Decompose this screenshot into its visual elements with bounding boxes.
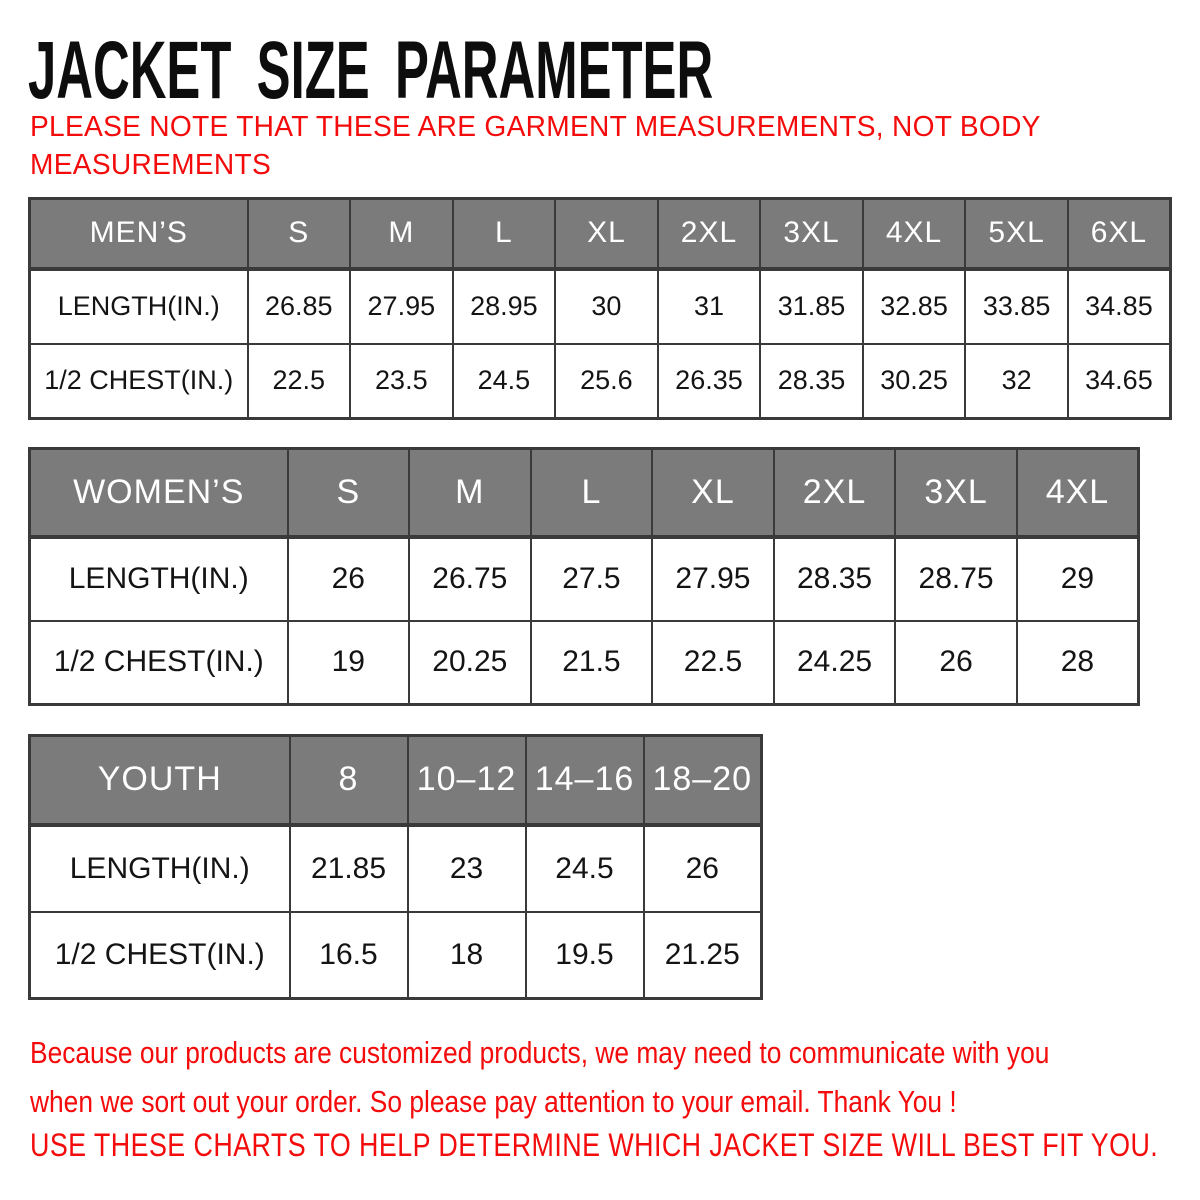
measurement-value-cell: 26: [288, 537, 410, 621]
measurement-value-cell: 31.85: [760, 269, 863, 344]
size-header-cell: L: [531, 449, 653, 537]
measurement-value-cell: 28: [1017, 621, 1139, 705]
chart-usage-hint: USE THESE CHARTS TO HELP DETERMINE WHICH JACKET SIZE WILL BEST FIT YOU.: [30, 1127, 1159, 1163]
size-header-cell: 14–16: [526, 736, 644, 825]
measurement-value-cell: 26: [644, 825, 762, 912]
size-header-cell: 5XL: [965, 199, 1068, 269]
measurement-value-cell: 21.25: [644, 912, 762, 999]
mens-size-table: [28, 197, 1172, 420]
size-header-row: [30, 736, 762, 825]
size-header-cell: 4XL: [863, 199, 966, 269]
measurement-row: [30, 912, 762, 999]
row-label-cell: 1/2 CHEST(IN.): [30, 621, 288, 705]
table-title-cell: WOMEN’S: [30, 449, 288, 537]
measurement-value-cell: 26: [895, 621, 1017, 705]
size-header-cell: L: [453, 199, 556, 269]
measurement-value-cell: 22.5: [248, 344, 351, 419]
measurement-value-cell: 18: [408, 912, 526, 999]
measurement-value-cell: 27.5: [531, 537, 653, 621]
size-header-cell: M: [350, 199, 453, 269]
size-header-cell: 6XL: [1068, 199, 1171, 269]
measurement-row: [30, 621, 1139, 705]
measurement-row: [30, 825, 762, 912]
page-title: JACKET SIZE PARAMETER: [28, 25, 714, 116]
measurement-value-cell: 19.5: [526, 912, 644, 999]
size-header-cell: S: [288, 449, 410, 537]
measurement-row: [30, 344, 1171, 419]
size-header-cell: XL: [555, 199, 658, 269]
measurement-value-cell: 34.65: [1068, 344, 1171, 419]
row-label-cell: LENGTH(IN.): [30, 537, 288, 621]
table-title-cell: MEN’S: [30, 199, 248, 269]
womens-size-table: [28, 447, 1140, 706]
size-header-cell: 8: [290, 736, 408, 825]
measurement-value-cell: 22.5: [652, 621, 774, 705]
note-line-1: PLEASE NOTE THAT THESE ARE GARMENT MEASUREMENTS, NOT BODY: [30, 111, 1041, 143]
measurement-value-cell: 26.85: [248, 269, 351, 344]
measurement-value-cell: 24.5: [526, 825, 644, 912]
measurement-value-cell: 16.5: [290, 912, 408, 999]
measurement-value-cell: 31: [658, 269, 761, 344]
size-header-row: [30, 449, 1139, 537]
size-header-cell: 3XL: [760, 199, 863, 269]
measurement-value-cell: 21.5: [531, 621, 653, 705]
measurement-value-cell: 28.75: [895, 537, 1017, 621]
size-header-row: [30, 199, 1171, 269]
measurement-value-cell: 20.25: [409, 621, 531, 705]
row-label-cell: LENGTH(IN.): [30, 269, 248, 344]
measurement-value-cell: 28.35: [760, 344, 863, 419]
measurement-value-cell: 32.85: [863, 269, 966, 344]
row-label-cell: 1/2 CHEST(IN.): [30, 344, 248, 419]
measurement-value-cell: 30: [555, 269, 658, 344]
measurement-value-cell: 33.85: [965, 269, 1068, 344]
note-line-2: MEASUREMENTS: [30, 149, 272, 181]
garment-measurement-note: [30, 108, 1041, 184]
size-header-cell: 3XL: [895, 449, 1017, 537]
measurement-row: [30, 537, 1139, 621]
measurement-value-cell: 23: [408, 825, 526, 912]
measurement-value-cell: 27.95: [652, 537, 774, 621]
size-header-cell: XL: [652, 449, 774, 537]
measurement-value-cell: 26.35: [658, 344, 761, 419]
customization-notice-line-2: when we sort out your order. So please pay attention to your email. Thank You !: [30, 1084, 957, 1119]
size-header-cell: 4XL: [1017, 449, 1139, 537]
measurement-value-cell: 28.95: [453, 269, 556, 344]
measurement-value-cell: 24.25: [774, 621, 896, 705]
size-header-cell: S: [248, 199, 351, 269]
measurement-row: [30, 269, 1171, 344]
customization-notice-line-1: Because our products are customized products, we may need to communicate with you: [30, 1035, 1050, 1070]
size-header-cell: 2XL: [658, 199, 761, 269]
measurement-value-cell: 27.95: [350, 269, 453, 344]
measurement-value-cell: 29: [1017, 537, 1139, 621]
measurement-value-cell: 28.35: [774, 537, 896, 621]
measurement-value-cell: 19: [288, 621, 410, 705]
size-header-cell: M: [409, 449, 531, 537]
row-label-cell: LENGTH(IN.): [30, 825, 290, 912]
measurement-value-cell: 23.5: [350, 344, 453, 419]
measurement-value-cell: 30.25: [863, 344, 966, 419]
row-label-cell: 1/2 CHEST(IN.): [30, 912, 290, 999]
measurement-value-cell: 26.75: [409, 537, 531, 621]
size-header-cell: 2XL: [774, 449, 896, 537]
measurement-value-cell: 21.85: [290, 825, 408, 912]
measurement-value-cell: 25.6: [555, 344, 658, 419]
measurement-value-cell: 32: [965, 344, 1068, 419]
measurement-value-cell: 24.5: [453, 344, 556, 419]
size-header-cell: 10–12: [408, 736, 526, 825]
size-header-cell: 18–20: [644, 736, 762, 825]
youth-size-table: [28, 734, 763, 1000]
measurement-value-cell: 34.85: [1068, 269, 1171, 344]
table-title-cell: YOUTH: [30, 736, 290, 825]
customization-notice: [30, 1028, 1049, 1126]
